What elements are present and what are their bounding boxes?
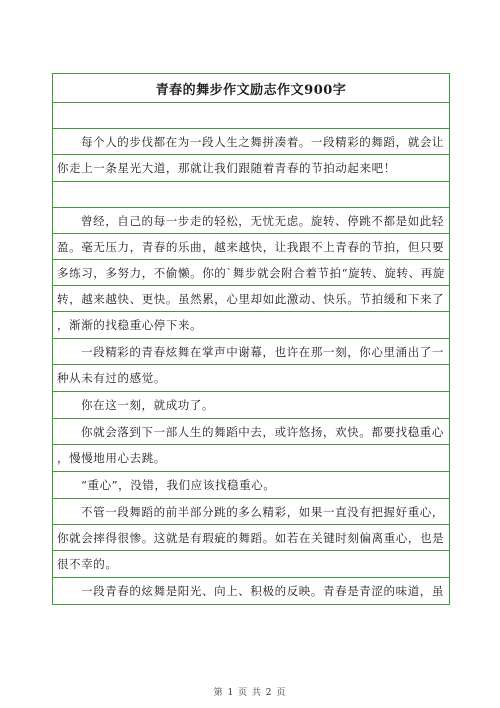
paragraph-8 [53, 578, 449, 605]
text-line: 你就会落到下一部人生的舞蹈中去，或许悠扬，欢快。都要找稳重心 [53, 419, 449, 445]
document-title: 青春的舞步作文励志作文900字 [53, 74, 449, 103]
page-number: 第 1 页 共 2 页 [213, 688, 287, 698]
paragraph-5 [53, 419, 449, 472]
paragraph-2 [53, 208, 449, 339]
paragraph-1 [53, 129, 449, 182]
blank-row [53, 103, 449, 129]
paragraph-4 [53, 392, 449, 419]
blank-row [53, 182, 449, 208]
text-line: ，渐渐的找稳重心停下来。 [57, 318, 203, 332]
paragraph-7 [53, 499, 449, 578]
text-line: “重心”，没错，我们应该找稳重心。 [81, 478, 276, 492]
text-line: 曾经，自己的每一步走的轻松，无忧无虑。旋转、停跳不都是如此轻 [53, 208, 449, 234]
text-line: ，慢慢地用心去跳。 [57, 451, 166, 465]
text-line: 一段青春的炫舞是阳光、向上、积极的反映。青春是青涩的味道，虽 [81, 584, 444, 598]
text-line: 盈。毫无压力，青春的乐曲，越来越快，让我跟不上青春的节拍，但只要 [53, 234, 449, 260]
text-line: 多练习，多努力，不偷懒。你的`舞步就会附合着节拍“旋转、旋转、再旋 [53, 260, 449, 286]
text-line: 不管一段舞蹈的前半部分跳的多么精彩，如果一直没有把握好重心， [53, 499, 449, 525]
text-line: 每个人的步伐都在为一段人生之舞拼凑着。一段精彩的舞蹈，就会让 [53, 129, 449, 155]
text-line: 你就会摔得很惨。这就是有瑕疵的舞蹈。如若在关键时刻偏离重心，也是 [53, 525, 449, 551]
document-sheet [52, 73, 450, 605]
text-line: 你走上一条星光大道，那就让我们跟随着青春的节拍动起来吧！ [57, 161, 396, 175]
text-line: 很不幸的。 [57, 557, 118, 571]
paragraph-6 [53, 472, 449, 499]
text-line: 种从未有过的感觉。 [57, 371, 166, 385]
text-line: 你在这一刻，就成功了。 [81, 398, 215, 412]
text-line: 转，越来越快、更快。虽然累，心里却如此激动、快乐。节拍缓和下来了 [53, 286, 449, 312]
paragraph-3 [53, 339, 449, 392]
text-line: 一段精彩的青春炫舞在掌声中谢幕，也许在那一刻，你心里涌出了一 [53, 339, 449, 365]
